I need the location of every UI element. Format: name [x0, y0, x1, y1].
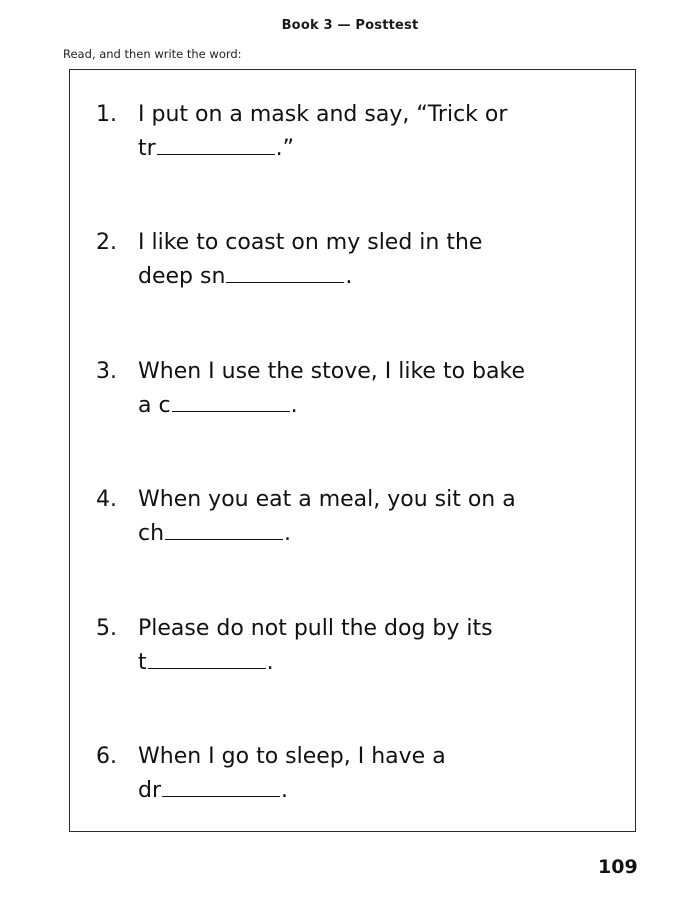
question-2	[96, 226, 616, 294]
answer-blank[interactable]	[165, 517, 283, 540]
word-suffix: .	[345, 264, 353, 289]
answer-line	[96, 517, 616, 551]
question-6	[96, 740, 616, 808]
page-header: Book 3 — Posttest	[281, 18, 419, 33]
answer-blank[interactable]	[162, 774, 280, 797]
answer-blank[interactable]	[172, 389, 290, 412]
questions-box	[69, 69, 636, 832]
word-suffix: .	[284, 521, 292, 546]
question-number: 5.	[96, 616, 117, 641]
word-prefix: t	[138, 650, 147, 675]
question-text: I put on a mask and say, “Trick or	[138, 102, 508, 127]
question-5	[96, 612, 616, 680]
word-prefix: a c	[138, 393, 171, 418]
answer-line	[96, 774, 616, 808]
question-number: 4.	[96, 487, 117, 512]
question-text: I like to coast on my sled in the	[138, 230, 483, 255]
word-suffix: .”	[275, 136, 295, 161]
question-number: 6.	[96, 744, 117, 769]
answer-blank[interactable]	[148, 646, 266, 669]
instructions-text: Read, and then write the word:	[63, 47, 242, 61]
answer-line	[96, 132, 616, 166]
answer-blank[interactable]	[226, 260, 344, 283]
word-suffix: .	[266, 650, 274, 675]
word-suffix: .	[281, 778, 289, 803]
word-prefix: dr	[138, 778, 162, 803]
word-prefix: deep sn	[138, 264, 226, 289]
question-text: When I use the stove, I like to bake	[138, 359, 525, 384]
page-number: 109	[598, 856, 638, 878]
question-text: When you eat a meal, you sit on a	[138, 487, 516, 512]
question-4	[96, 483, 616, 551]
word-prefix: tr	[138, 136, 156, 161]
answer-line	[96, 389, 616, 423]
question-1	[96, 98, 616, 166]
question-number: 2.	[96, 230, 117, 255]
question-number: 3.	[96, 359, 117, 384]
word-prefix: ch	[138, 521, 165, 546]
question-text: When I go to sleep, I have a	[138, 744, 446, 769]
word-suffix: .	[290, 393, 298, 418]
answer-blank[interactable]	[157, 132, 275, 155]
question-3	[96, 355, 616, 423]
question-number: 1.	[96, 102, 117, 127]
answer-line	[96, 260, 616, 294]
answer-line	[96, 646, 616, 680]
question-text: Please do not pull the dog by its	[138, 616, 493, 641]
